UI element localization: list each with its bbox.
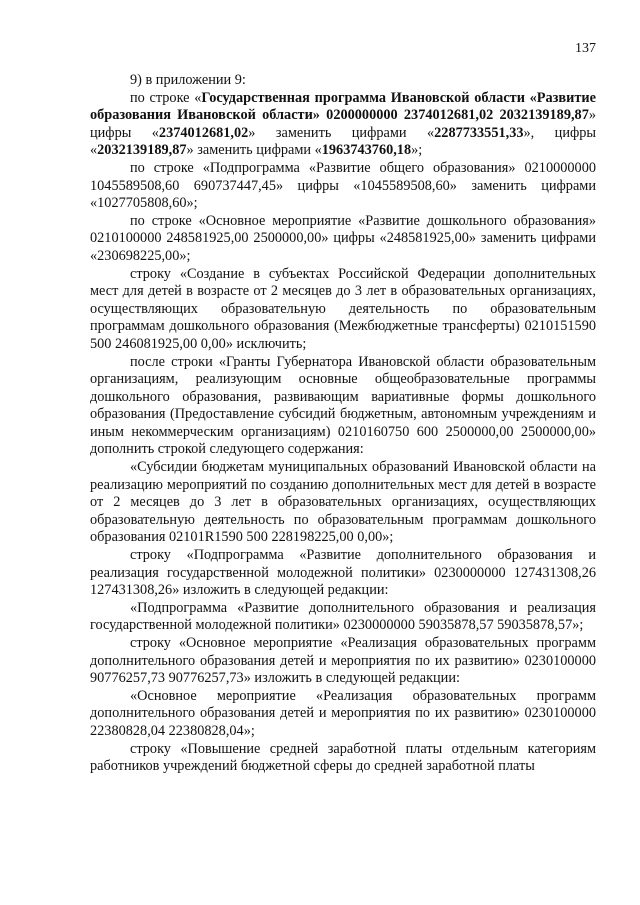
text-run: », цифры « — [90, 124, 596, 159]
paragraph-additional-education-new: «Подпрограмма «Развитие дополнительного образования и реализация государственной молодежной политики» 0230000000 59035878,57 59035878,57»; — [90, 599, 596, 634]
text-run: » цифры « — [90, 107, 596, 141]
paragraph-annex-9: 9) в приложении 9: — [130, 72, 246, 88]
paragraph-governor-grants: после строки «Гранты Губернатора Ивановской области образовательным организациям, реализующим основные общеобразовательные программы дошкольного образования, развивающим вариативные формы дошкольного образования (Предоставление субсидий бюджетным, автономным учреждениям и иным некоммерческим организациям) 0210160750 600 2500000,00 2500000,00» дополнить строкой следующего содержания: — [90, 353, 596, 458]
bold-program-name: Государственная программа Ивановской области «Развитие образования Ивановской области» 0200000000 2374012681,02 2032139189,87 — [90, 89, 596, 124]
text-run: »; — [411, 142, 423, 159]
bold-old-value-2: 2032139189,87 — [97, 142, 187, 159]
paragraph-additional-places: строку «Создание в субъектах Российской Федерации дополнительных мест для детей в возрасте от 2 месяцев до 3 лет в образовательных организациях, осуществляющих образовательную деятельность по образовательным программам дошкольного образования (Межбюджетные трансферты) 0210151590 500 246081925,00 0,00» исключить; — [90, 265, 596, 352]
paragraph-salary-increase: строку «Повышение средней заработной платы отдельным категориям работников учреждений бюджетной сферы до средней заработной платы — [90, 740, 596, 775]
text-run: » заменить цифрами « — [248, 124, 435, 141]
paragraph-additional-education: строку «Подпрограмма «Развитие дополнительного образования и реализация государственной молодежной политики» 0230000000 127431308,26 127431308,26» изложить в следующей редакции: — [90, 547, 596, 599]
paragraph-general-education: по строке «Подпрограмма «Развитие общего образования» 0210000000 1045589508,60 690737447,45» цифры «1045589508,60» заменить цифрами «1027705808,60»; — [90, 159, 596, 212]
paragraph-main-activity: строку «Основное мероприятие «Реализация образовательных программ дополнительного образования детей и мероприятия по их развитию» 0230100000 90776257,73 90776257,73» изложить в следующей редакции: — [90, 635, 596, 687]
bold-new-value-2: 1963743760,18 — [321, 142, 412, 159]
text-run: » заменить цифрами « — [186, 142, 322, 159]
document-body — [90, 72, 596, 776]
paragraph-subsidies: «Субсидии бюджетам муниципальных образований Ивановской области на реализацию мероприятий по созданию дополнительных мест для детей в возрасте от 2 месяцев до 3 лет в образовательных организациях, осуществляющих образовательную деятельность по образовательным программам дошкольного образования 02101R1590 500 228198225,00 0,00»; — [90, 459, 596, 546]
paragraph-main-activity-new: «Основное мероприятие «Реализация образовательных программ дополнительного образования детей и мероприятия по их развитию» 0230100000 22380828,04 22380828,04»; — [90, 687, 596, 739]
page-number: 137 — [575, 41, 596, 56]
bold-new-value-1: 2287733551,33 — [434, 124, 524, 141]
paragraph-state-program — [90, 90, 596, 160]
paragraph-preschool-education: по строке «Основное мероприятие «Развитие дошкольного образования» 0210100000 248581925,00 2500000,00» цифры «248581925,00» заменить цифрами «230698225,00»; — [90, 212, 596, 264]
bold-old-value-1: 2374012681,02 — [158, 124, 249, 141]
text-run: по строке « — [130, 89, 202, 106]
